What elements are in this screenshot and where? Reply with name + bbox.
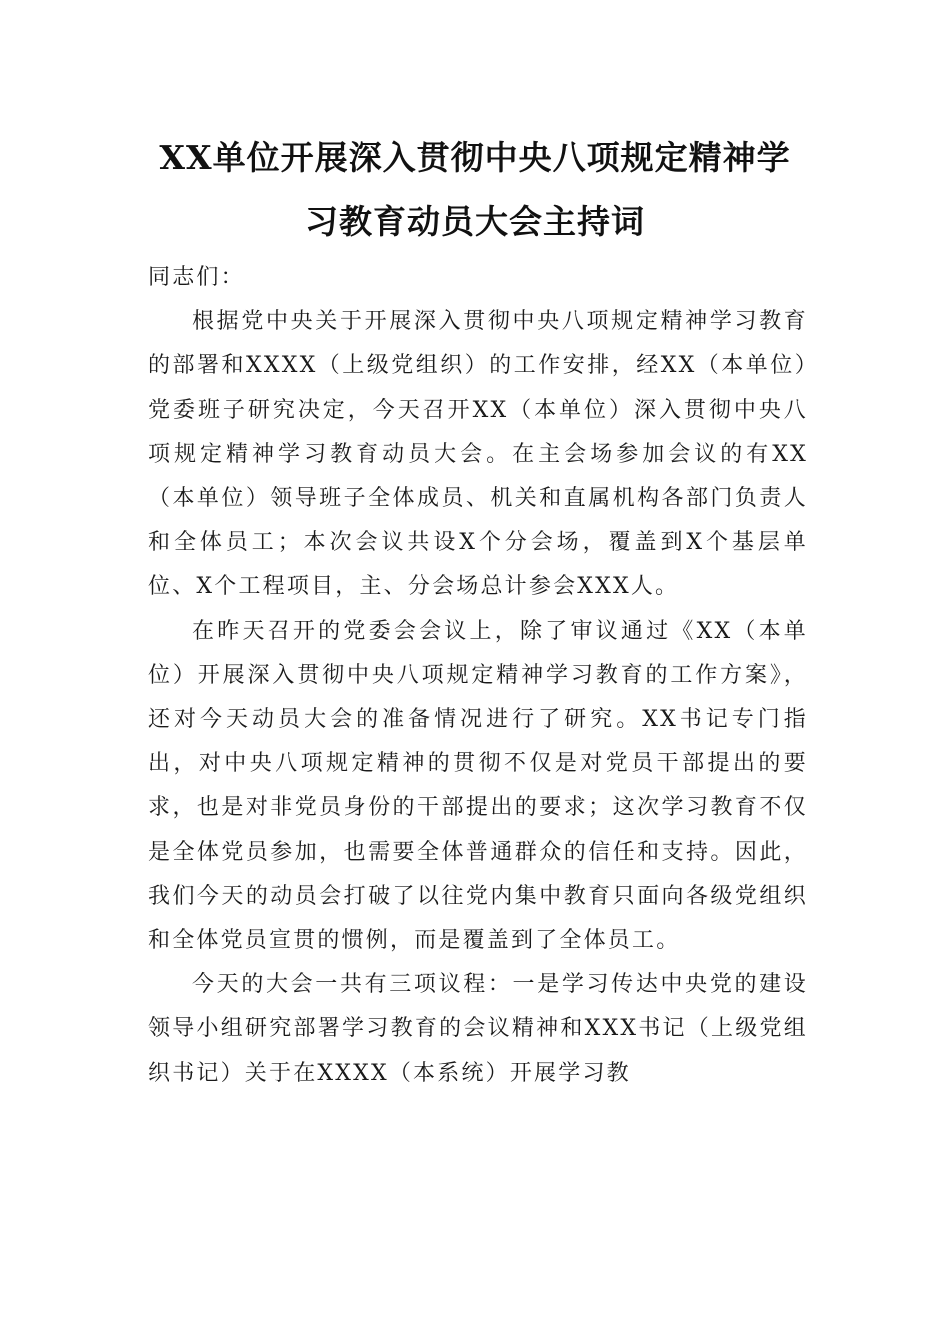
greeting: 同志们： — [148, 265, 245, 290]
paragraph-3: 今天的大会一共有三项议程：一是学习传达中央党的建设领导小组研究部署学习教育的会议精神和XXX书记（上级党组织书记）关于在XXXX（本系统）开展学习教 — [148, 972, 808, 1086]
title-line-1: XX单位开展深入贯彻中央八项规定精神学 — [159, 138, 791, 177]
paragraph-1: 根据党中央关于开展深入贯彻中央八项规定精神学习教育的部署和XXXX（上级党组织）的工作安排，经XX（本单位）党委班子研究决定，今天召开XX（本单位）深入贯彻中央八项规定精神学习教育动员大会。在主会场参加会议的有XX（本单位）领导班子全体成员、机关和直属机构各部门负责人和全体员工；本次会议共设X个分会场，覆盖到X个基层单位、X个工程项目，主、分会场总计参会XXX人。 — [148, 309, 808, 600]
document-body — [148, 256, 808, 1096]
paragraph-2: 在昨天召开的党委会会议上，除了审议通过《XX（本单位）开展深入贯彻中央八项规定精神学习教育的工作方案》，还对今天动员大会的准备情况进行了研究。XX书记专门指出，对中央八项规定精神的贯彻不仅是对党员干部提出的要求，也是对非党员身份的干部提出的要求；这次学习教育不仅是全体党员参加，也需要全体普通群众的信任和支持。因此，我们今天的动员会打破了以往党内集中教育只面向各级党组织和全体党员宣贯的惯例，而是覆盖到了全体员工。 — [148, 618, 808, 954]
document-title — [100, 126, 850, 254]
title-line-2: 习教育动员大会主持词 — [305, 202, 645, 241]
